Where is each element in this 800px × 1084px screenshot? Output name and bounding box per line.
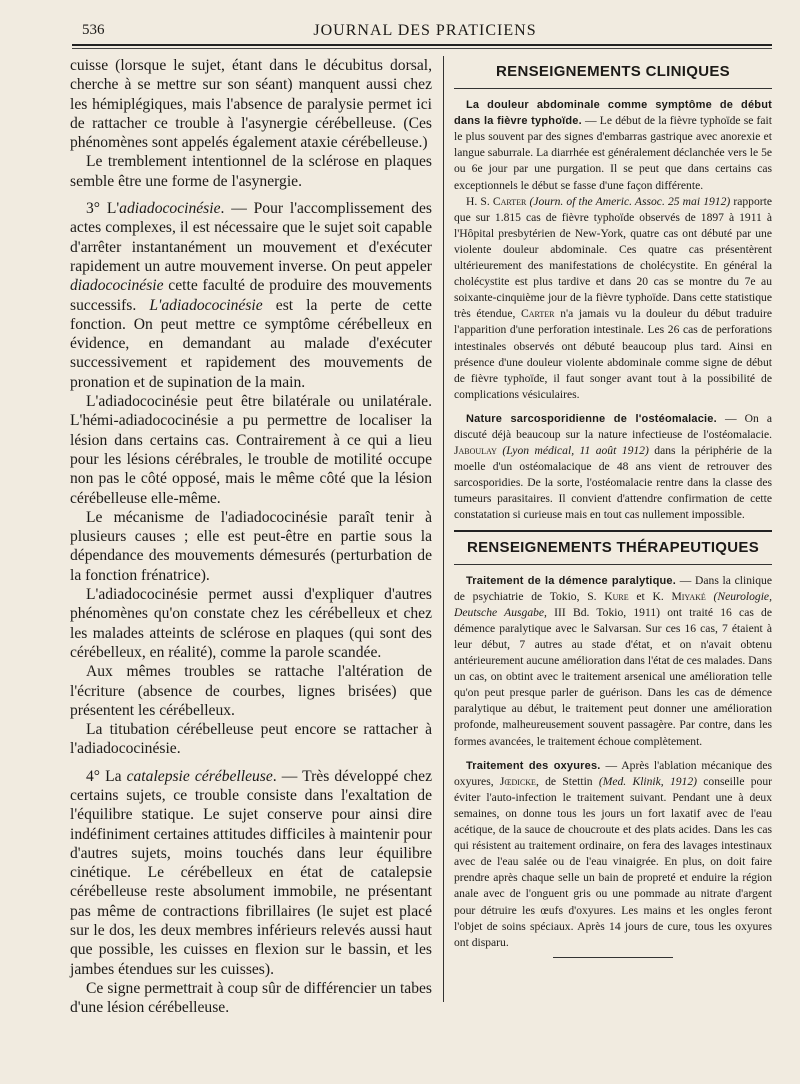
article-oxyures	[454, 758, 772, 951]
journal-title: JOURNAL DES PRATICIENS	[313, 22, 537, 39]
paragraph: L'adiadococinésie permet aussi d'expliquer d'autres phénomènes qu'on constate chez les cérébelleux et chez les malades atteints de sclérose en plaques (qui sont des cérébelleux, en réalité), comme la parole scandée.	[70, 586, 432, 661]
term: diadococinésie	[70, 277, 164, 295]
header-rule-thin	[72, 48, 772, 49]
article-title: Traitement de la démence paralytique.	[466, 574, 676, 587]
left-column	[70, 56, 432, 1018]
text: est la perte de cette fonction. On peut mettre ce symptôme cérébelleux en évidence, en demandant au malade d'exécuter successivement et rapidement des mouvements de pronation et de supination de la main.	[70, 296, 432, 391]
page-header	[70, 22, 780, 46]
author: Carter	[521, 307, 555, 321]
reference: (Neurologie, Deutsche Ausgabe,	[454, 589, 772, 619]
text: n'a jamais vu la douleur du début traduire l'apparition d'une perforation intestinale. Les 26 cas de perforations intestinales observés ont débuté beaucoup plus tard. Ainsi en présence d'une douleur violente abdominale comme signe de début de fièvre typhoïde, il faut songer avant tout à la possibilité de complications vésiculaires.	[454, 307, 773, 401]
header-rule	[72, 44, 772, 46]
author: H. S. Carter	[466, 194, 527, 208]
text: — Après l'ablation mécanique des oxyures,	[454, 758, 772, 788]
column-divider	[443, 56, 444, 1002]
reference: (Lyon médical, 11 août 1912)	[496, 444, 649, 458]
paragraph: cuisse (lorsque le sujet, étant dans le décubitus dorsal, cherche à se mettre sur son séant) manquent aussi chez les hémiplégiques, mais l'absence de paralysie permet ici de rattacher ce trouble à l'asynergie cérébelleuse. (Ces phénomènes sont appelés également ataxie cérébelleuse.)	[70, 57, 432, 152]
author: Miyaké	[671, 589, 706, 603]
article-title: Nature sarcosporidienne de l'ostéomalacie.	[466, 412, 717, 425]
section-title-clinical: RENSEIGNEMENTS CLINIQUES	[496, 63, 730, 80]
term: L'adiadococinésie	[149, 296, 263, 314]
text: — On a discuté déjà beaucoup sur la nature infectieuse de l'ostéomalacie.	[454, 411, 773, 441]
paragraph-adiadococinesie	[70, 199, 432, 392]
paragraph-catalepsie	[70, 767, 432, 979]
text: et K.	[628, 589, 672, 603]
item-number: 3° L'	[86, 200, 120, 218]
article-typhoid-cont	[454, 194, 772, 403]
text: rapporte que sur 1.815 cas de fièvre typhoïde observés de 1897 à 1911 à l'Hôpital presbytérien de New-York, quatre cas ont débuté par une violente douleur abdominale. Ces quatre cas présentèrent ultérieurement des manifestations de cholécystite. En général la cholécystite est plus tardive et dans 20 cas se montre du 7e au soixante-cinquième jour de la fièvre typhoïde. Dans cette statistique très étendue,	[454, 194, 772, 321]
author: Jœdicke	[499, 774, 536, 788]
section-title-therapeutic: RENSEIGNEMENTS THÉRAPEUTIQUES	[466, 538, 760, 556]
text: — Dans la clinique de psychiatrie de Tokio, S.	[454, 573, 772, 603]
author: Kure	[604, 589, 629, 603]
text: — Le début de la fièvre typhoïde se fait le plus souvent par des signes d'embarras gastrique avec anorexie et langue saburrale. La diarrhée est généralement déclanchée vers le 5e ou 6e jour par une purgation. Il se peut que dans certains cas exceptionnels le début se fasse d'une façon différente.	[454, 114, 773, 192]
right-column	[454, 58, 772, 958]
article-typhoid	[454, 97, 772, 194]
article-title: La douleur abdominale comme symptôme de début dans la fièvre typhoïde.	[454, 99, 772, 128]
item-number: 4° La	[86, 767, 127, 785]
paragraph: Ce signe permettrait à coup sûr de différencier un tabes d'une lésion cérébelleuse.	[70, 979, 432, 1017]
text: conseille pour éviter l'auto-infection le traitement suivant. Pendant une à deux semaines, on donne tous les jours un fort laxatif avec de l'eau acétique, de la sauce de choucroute et des plats acides. Dans les cas qui résistent au traitement ordinaire, on fera des lavages intestinaux avec de l'eau salée ou de l'eau vinaigrée. En plus, on doit faire prendre après chaque selle un bain de propreté et enduire la région anale avec de l'onguent gris ou une pommade au nitrate d'argent pour détruire les œufs d'oxyures. Les mains et les ongles feront l'objet de soins spéciaux. Après 14 jours de cure, tous les oxyures ont disparu.	[454, 774, 772, 949]
paragraph: Aux mêmes troubles se rattache l'altération de l'écriture (absence de courbes, lignes brisées) que présentent les cérébelleux.	[70, 663, 432, 719]
term: catalepsie cérébelleuse	[126, 767, 273, 785]
term: adiadococinésie	[119, 200, 221, 218]
article-demence	[454, 573, 772, 750]
paragraph: Le mécanisme de l'adiadococinésie paraît tenir à plusieurs causes ; elle est peut-être en partie sous la dépendance des mouvements démesurés (perturbation de la fonction frénatrice).	[70, 508, 432, 584]
section-separator	[454, 530, 772, 532]
paragraph: L'adiadococinésie peut être bilatérale ou unilatérale. L'hémi-adiadococinésie a pu permettre de localiser la lésion dans certains cas. Contrairement à ce qui a lieu pour les lésions cérébrales, le trouble de motilité occupe non pas le côté opposé, mais le même côté que la lésion cérébelleuse elle-même.	[70, 393, 432, 507]
article-title: Traitement des oxyures.	[466, 759, 601, 772]
reference: (Journ. of the Americ. Assoc. 25 mai 1912)	[526, 194, 731, 208]
reference: (Med. Klinik, 1912)	[598, 774, 698, 788]
text: . — Pour l'accomplissement des actes complexes, il est nécessaire que le sujet soit capable d'arrêter instantanément un mouvement et d'exécuter rapidement un autre mouvement inverse. On peut appeler	[70, 200, 432, 275]
page-number: 536	[82, 22, 105, 38]
text: . — Très développé chez certains sujets, ce trouble consiste dans l'exaltation de l'équilibre statique. Le sujet conserve pour ainsi dire indéfiniment certaines attitudes difficiles à maintenir pour d'autres sujets, moins touchés dans leur équilibre cinétique. Le cérébelleux en état de catalepsie cérébelleuse reste absolument immobile, ne présentant pas même de contractions fibrillaires (le sujet est placé sur le dos, les deux membres inférieurs relevés aussi haut que possible, les cuisses en flexion sur le bassin, et les jambes étendues sur les cuisses).	[70, 767, 433, 978]
text: , de Stettin	[535, 774, 599, 788]
article-osteomalacie	[454, 411, 772, 524]
text: III Bd. Tokio, 1911) ont traité 16 cas de démence paralytique avec le Salvarsan. Sur ces 16 cas, 7 étaient à leur début, 7 autres au stade d'état, et on n'avait obtenu antérieurement aucune amélioration dans l'état de ces malades. Dans un cas, on obtint avec le traitement arsenical une amélioration telle qu'on peut presque parler de guérison. Dans les cas de démence paralytique au début, le traitement peut donner une amélioration profonde, malheureusement souvent passagère. Par contre, dans les formes avancées, le traitement échoue complètement.	[454, 605, 772, 748]
paragraph: La titubation cérébelleuse peut encore se rattacher à l'adiadococinésie.	[70, 721, 432, 758]
text: dans la périphérie de la moelle d'un ostéomalacique de 48 ans vient de retrouver des sarcosporidies. De la sorte, l'ostéomalacie rentre dans la classe des tumeurs parasitaires. Il convient d'attendre confirmation de cette constatation si curieuse mais en tout cas nullement impossible.	[454, 444, 772, 522]
end-rule	[553, 957, 673, 958]
paragraph: Le tremblement intentionnel de la sclérose en plaques semble être une forme de l'asynergie.	[70, 153, 432, 190]
author: Jaboulay	[454, 444, 497, 458]
text: cette faculté de produire des mouvements successifs.	[70, 277, 432, 314]
